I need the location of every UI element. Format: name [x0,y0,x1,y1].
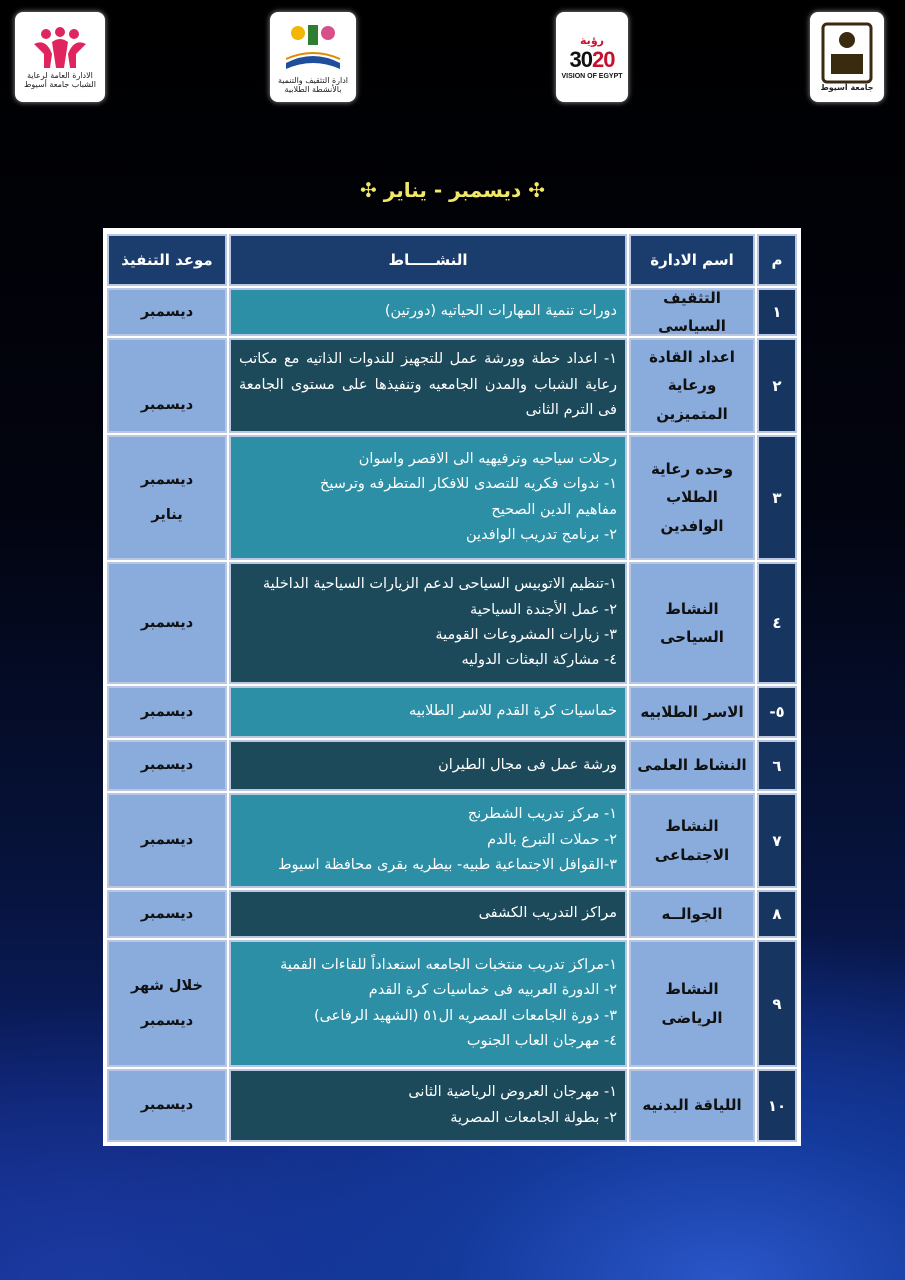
activity-line: مراكز التدريب الكشفى [478,905,617,922]
department-name [629,890,755,938]
department-name [629,562,755,684]
activity-line: ١-مراكز تدريب منتخبات الجامعه استعداداً للقاءات القمية [280,956,617,973]
university-emblem-icon [821,22,873,84]
activity-cell [229,562,627,684]
book-icon [278,19,348,77]
execution-date [107,288,227,336]
table-row [103,686,801,738]
activity-line: ٢- حملات التبرع بالدم [487,831,617,848]
title-ornament-left: ✣ [360,178,377,202]
row-number: ٧ [757,793,797,888]
activity-line: ٢- عمل الأجندة السياحية [469,601,617,618]
department-name [629,1069,755,1142]
youth-care-logo [15,12,105,102]
activity-cell [229,288,627,336]
execution-date-line: ديسمبر [140,703,194,720]
department-line: النشاط السياحى [660,599,724,646]
department-line: النشاط [665,817,719,835]
table-row [103,338,801,433]
department-line: الجوالــه [661,904,723,923]
row-number: ٤ [757,562,797,684]
assiut-university-logo [810,12,884,102]
activity-line: دورات تنمية المهارات الحياتيه (دورتين) [384,303,617,320]
department-name [629,338,755,433]
activity-line: ١-تنظيم الاتوبيس السياحى لدعم الزيارات السياحية الداخلية [262,576,617,593]
department-line: ورعاية المتميزين [656,376,728,423]
activity-line: ٣- دورة الجامعات المصريه ال٥١ (الشهيد الرفاعى) [313,1007,617,1024]
department-line: النشاط العلمى [637,756,747,775]
activity-cell [229,740,627,791]
department-name [629,435,755,560]
header-dept: اسم الادارة [629,234,755,286]
row-number: ١ [757,288,797,336]
execution-date [107,435,227,560]
row-number: ٥- [757,686,797,738]
activity-line: ٤- مهرجان العاب الجنوب [466,1032,617,1049]
execution-date-line: خلال شهر [131,977,203,994]
vision-word: رؤية [580,34,604,47]
execution-date [107,1069,227,1142]
table-row [103,740,801,791]
activity-line: ورشة عمل فى مجال الطيران [438,756,617,773]
vision-2030-logo [556,12,628,102]
row-number: ١٠ [757,1069,797,1142]
vision-number-a: 20 [592,47,615,72]
cultural-activities-logo [270,12,356,102]
row-number: ٨ [757,890,797,938]
vision-number [570,47,615,73]
activity-line: خماسيات كرة القدم للاسر الطلابيه [408,703,617,720]
execution-date-line: ديسمبر [140,757,194,774]
execution-date-line: ديسمبر [140,471,194,488]
department-line: الاجتماعى [654,845,730,864]
cultural-caption: ادارة التثقيف والتنمية بالأنشطة الطلابية [277,76,349,94]
department-line: اعداد القادة [649,347,735,366]
table-row [103,288,801,336]
execution-date-line: ديسمبر [140,832,194,849]
activity-line: ٢- الدورة العربيه فى خماسيات كرة القدم [368,982,617,999]
execution-date-line: ديسمبر [140,1097,194,1114]
title-ornament-right: ✣ [528,178,545,202]
execution-date [107,793,227,888]
activity-line: ١- اعداد خطة وورشة عمل للتجهيز للندوات الذاتيه مع مكاتب رعاية الشباب والمدن الجامعيه وتنفيذها على مستوى الجامعة فى الترم الثانى [239,351,617,419]
table-row [103,562,801,684]
page-title-text: ديسمبر - يناير [383,178,522,202]
department-name [629,793,755,888]
activity-line: ٤- مشاركة البعثات الدوليه [461,652,617,669]
youth-care-caption: الادارة العامة لرعاية الشباب جامعة أسيوط [24,71,96,89]
table-row [103,890,801,938]
activity-line: مفاهيم الدين الصحيح [491,501,617,518]
activity-cell [229,435,627,560]
row-number: ٢ [757,338,797,433]
vision-subtitle: VISION OF EGYPT [561,73,623,80]
execution-date-line: ديسمبر [140,905,194,922]
header-activity: النشـــــاط [229,234,627,286]
table-row [103,940,801,1067]
activity-cell [229,338,627,433]
execution-date [107,940,227,1067]
execution-date-line: ديسمبر [140,397,194,414]
department-name [629,686,755,738]
table-row [103,435,801,560]
row-number: ٩ [757,940,797,1067]
header-num: م [757,234,797,286]
activity-line: ١- مركز تدريب الشطرنج [467,806,617,823]
page-title [0,178,905,202]
execution-date-line: ديسمبر [140,303,194,320]
activity-line: ٢- برنامج تدريب الوافدين [466,526,617,543]
execution-date [107,740,227,791]
header-time: موعد التنفيذ [107,234,227,286]
activities-table [103,228,801,1146]
department-line: الطلاب الوافدين [660,488,724,535]
department-line: النشاط الرياضى [661,980,723,1027]
activity-line: ١- ندوات فكريه للتصدى للافكار المتطرفه وترسيخ [319,476,617,493]
vision-number-b: 30 [569,47,592,72]
row-number: ٦ [757,740,797,791]
activity-line: ٣-القوافل الاجتماعية طبيه- بيطريه بقرى محافظة اسيوط [278,857,617,874]
table-header [103,234,801,286]
department-name [629,940,755,1067]
execution-date [107,686,227,738]
table-row [103,793,801,888]
activity-cell [229,1069,627,1142]
execution-date-line: يناير [151,506,183,523]
department-line: التثقيف السياسى [658,288,726,335]
activity-cell [229,940,627,1067]
activity-cell [229,793,627,888]
department-line: وحده رعاية [650,459,734,478]
department-name [629,740,755,791]
table-row [103,1069,801,1142]
row-number: ٣ [757,435,797,560]
execution-date [107,338,227,433]
activity-cell [229,890,627,938]
execution-date-line: ديسمبر [140,1012,194,1029]
department-name [629,288,755,336]
activity-line: رحلات سياحيه وترفيهيه الى الاقصر واسوان [358,450,617,467]
department-line: الاسر الطلابيه [640,702,744,721]
people-icon [28,24,92,72]
execution-date [107,890,227,938]
activity-line: ١- مهرجان العروض الرياضية الثانى [408,1084,617,1101]
execution-date-line: ديسمبر [140,614,194,631]
activity-cell [229,686,627,738]
activity-line: ٢- بطولة الجامعات المصرية [450,1109,617,1126]
university-caption: جامعة أسيوط [820,82,874,92]
activity-line: ٣- زيارات المشروعات القومية [435,627,617,643]
execution-date [107,562,227,684]
department-line: اللياقة البدنيه [642,1096,742,1115]
